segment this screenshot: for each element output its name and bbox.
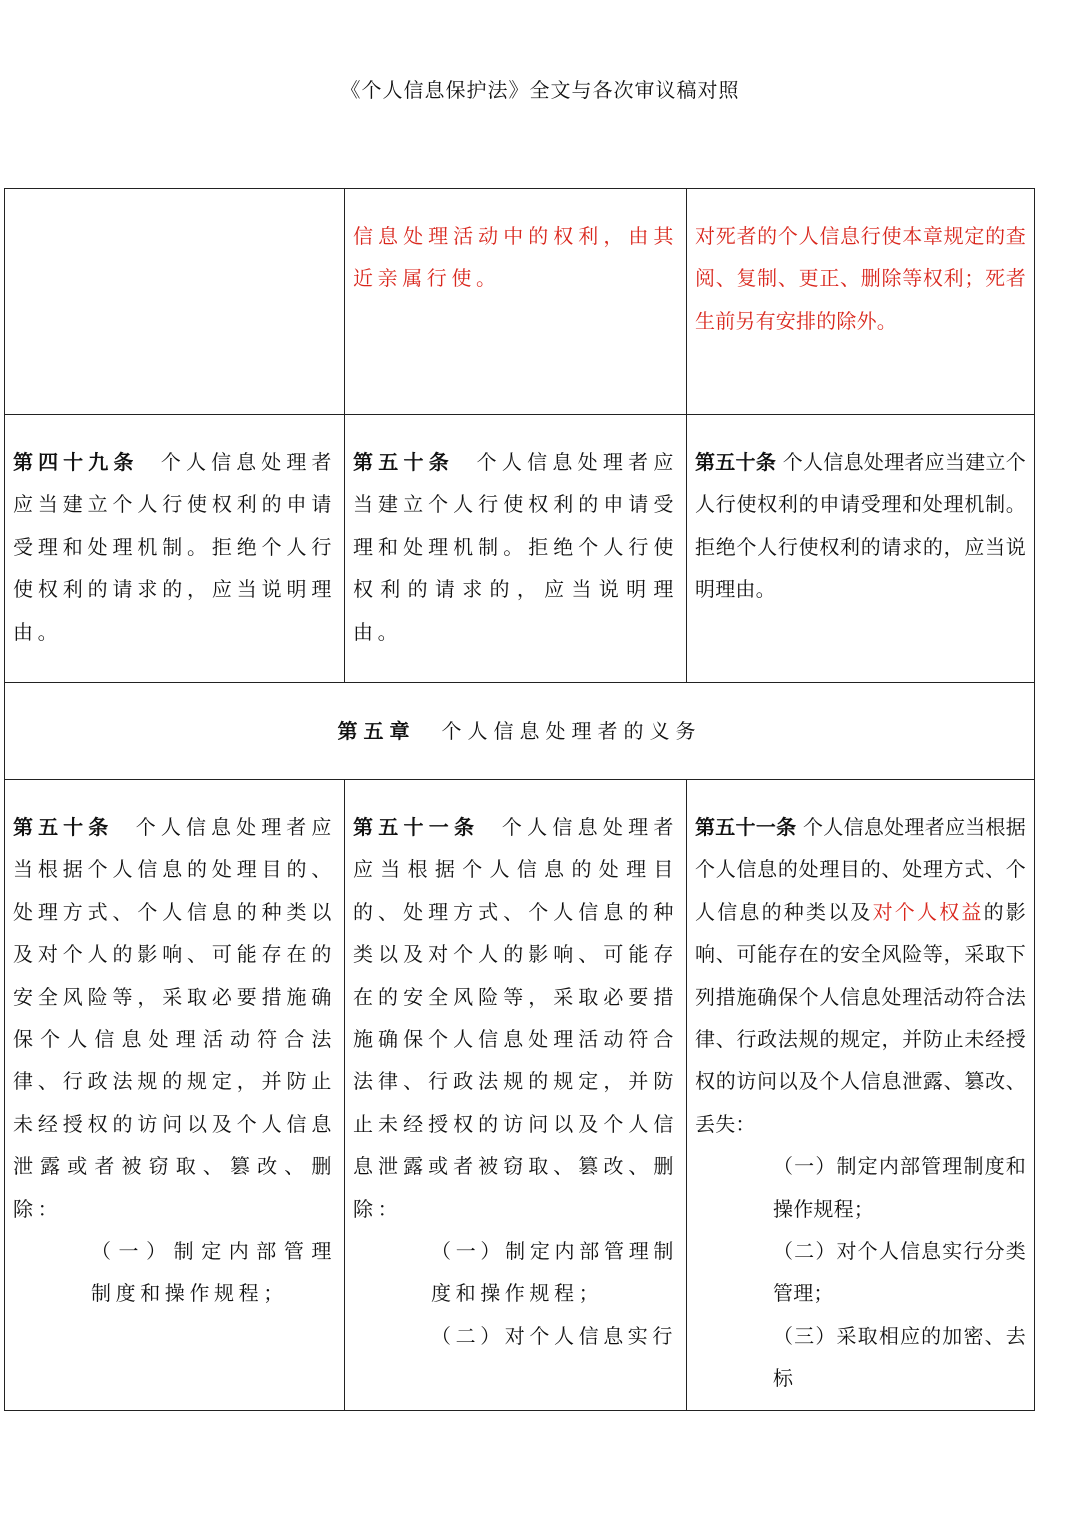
cell-r3-c3 [687,780,1035,1411]
article-text: 个人信息处理者应当根据个人信息的处理目的、处理方式、个人信息的种类以及对个人的影响、可能存在的安全风险等，采取必要措施确保个人信息处理活动符合法律、行政法规的规定，并防止未经授权的访问以及个人信息泄露或者被窃取、篡改、删除： [13,815,336,1221]
article-text: 个人信息处理者应当建立个人行使权利的申请受理和处理机制。拒绝个人行使权利的请求的，应当说明理由。 [353,450,678,644]
cell-r2-c2 [345,415,687,683]
revised-text: 对个人权益 [872,899,984,924]
article-text: 个人信息处理者应当建立个人行使权利的申请受理和处理机制。拒绝个人行使权利的请求的，应当说明理由。 [13,450,337,644]
table-row [5,780,1035,1411]
article-text: 个人信息处理者应当根据个人信息的处理目的、处理方式、个人信息的种类以及 [695,815,1027,924]
cell-r1-c2 [345,189,687,415]
chapter-heading [5,683,1035,780]
article-heading: 第四十九条 [13,450,139,474]
list-item: （三）采取相应的加密、去标 [773,1323,1026,1391]
table-row [5,415,1035,683]
cell-r2-c3 [687,415,1035,683]
list-item: （一）制定内部管理制度和操作规程； [431,1239,678,1306]
table-row [5,189,1035,415]
chapter-name: 个人信息处理者的义务 [441,718,702,743]
article-heading: 第五十条 [13,815,114,839]
article-heading: 第五十一条 [353,815,480,839]
list-item: （二）对个人信息实行 [431,1323,677,1348]
cell-r1-c3 [687,189,1035,415]
comparison-table [4,188,1035,1411]
revised-text: 对死者的个人信息行使本章规定的查阅、复制、更正、删除等权利；死者生前另有安排的除外。 [695,224,1026,333]
revised-text: 信息处理活动中的权利，由其近亲属行使。 [353,224,678,291]
document-title: 《个人信息保护法》全文与各次审议稿对照 [340,78,740,102]
chapter-number: 第五章 [337,718,416,743]
chapter-row [5,683,1035,780]
cell-r2-c1 [5,415,345,683]
list-item: （二）对个人信息实行分类管理； [773,1239,1026,1306]
article-heading: 第五十条 [353,450,454,474]
cell-r3-c2 [345,780,687,1411]
article-heading: 第五十一条 [695,815,797,839]
article-text: 个人信息处理者应当建立个人行使权利的申请受理和处理机制。拒绝个人行使权利的请求的，应当说明理由。 [695,450,1026,602]
article-text: 的影响、可能存在的安全风险等，采取下列措施确保个人信息处理活动符合法律、行政法规的规定，并防止未经授权的访问以及个人信息泄露、篡改、丢失： [695,899,1026,1136]
article-text: 个人信息处理者应当根据个人信息的处理目的、处理方式、个人信息的种类以及对个人的影响、可能存在的安全风险等，采取必要措施确保个人信息处理活动符合法律、行政法规的规定，并防止未经授权的访问以及个人信息泄露或者被窃取、篡改、删除： [353,815,678,1221]
cell-r3-c1 [5,780,345,1411]
article-heading: 第五十条 [695,450,777,474]
list-item: （一）制定内部管理制度和操作规程； [91,1239,336,1306]
cell-r1-c1 [5,189,345,415]
list-item: （一）制定内部管理制度和操作规程； [773,1154,1026,1221]
